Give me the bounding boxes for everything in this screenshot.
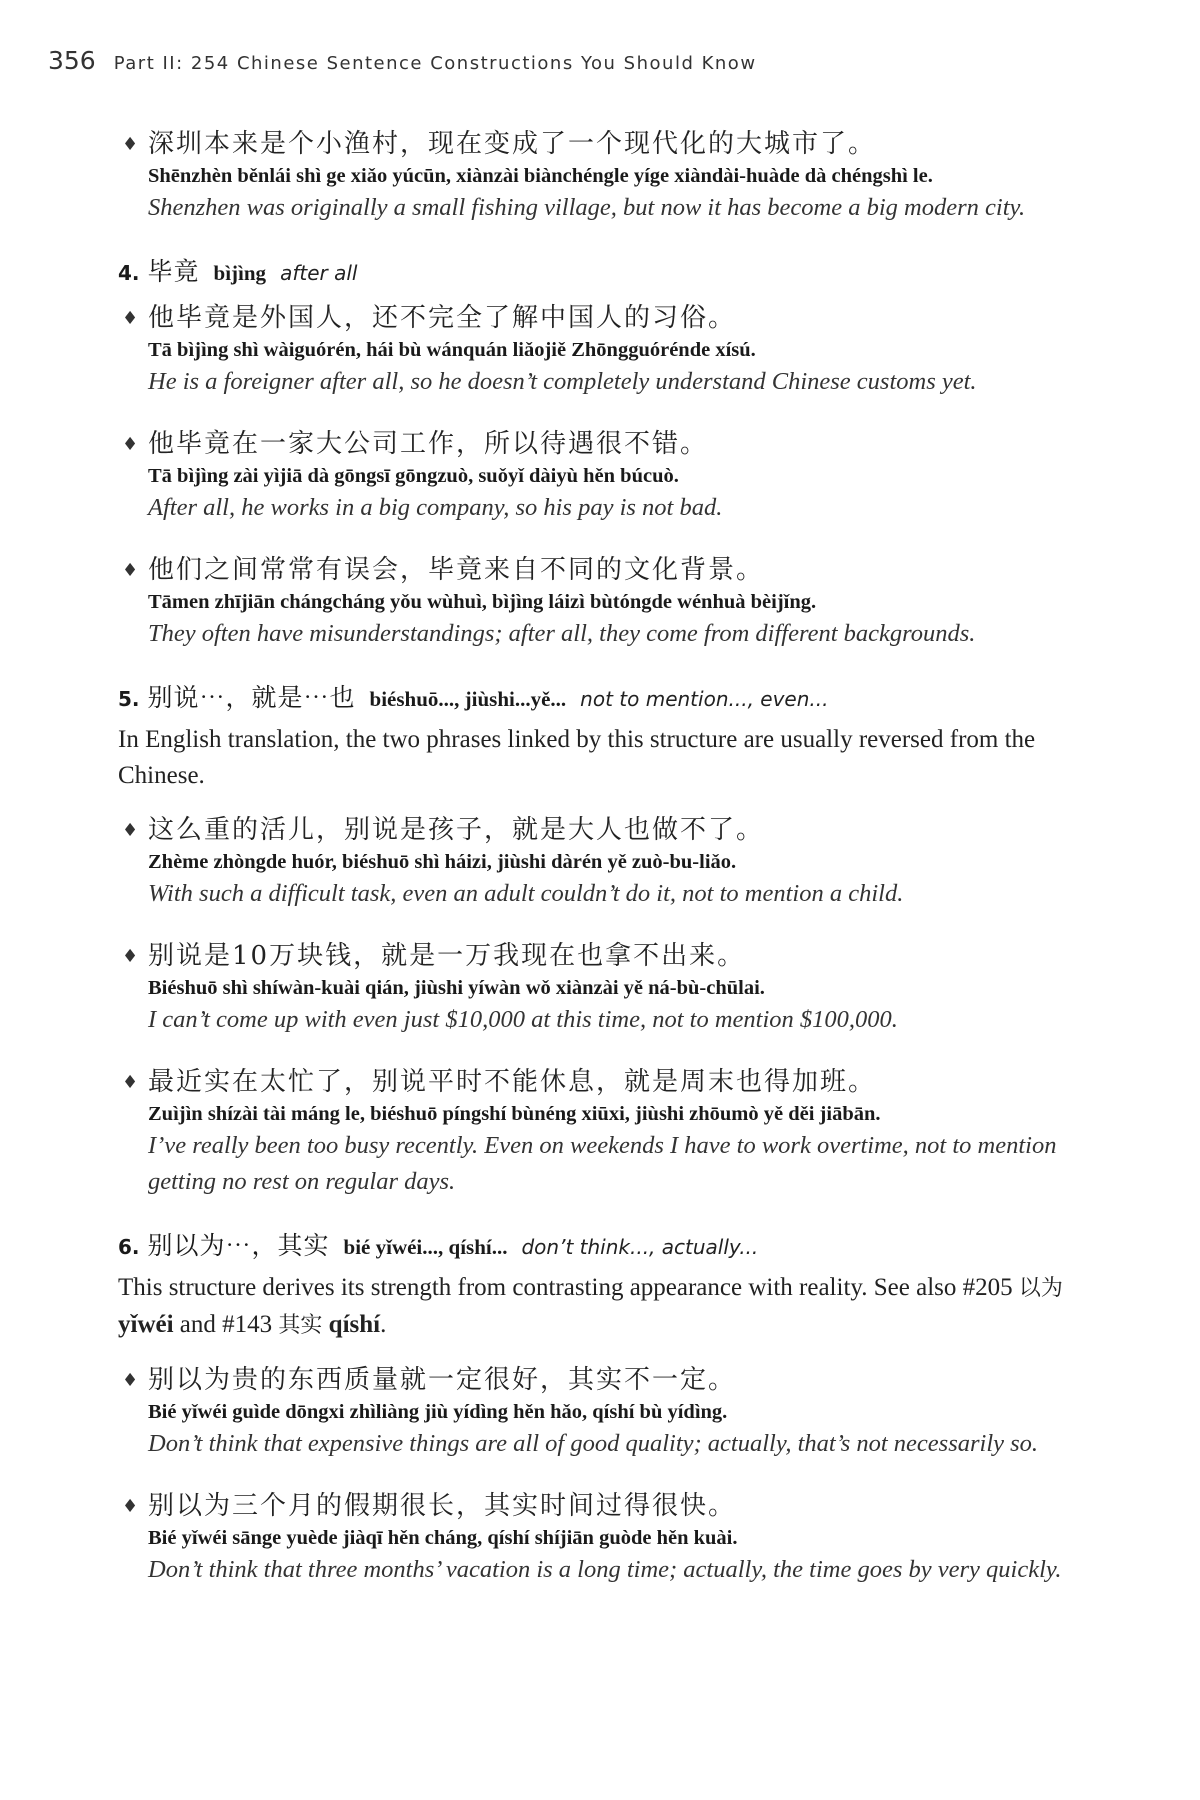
example-item — [122, 300, 1108, 400]
diamond-bullet-icon: ♦ — [122, 134, 139, 155]
example-chinese: 这么重的活儿，别说是孩子，就是大人也做不了。 — [148, 815, 765, 845]
example-item — [122, 426, 1108, 526]
section-note — [118, 1270, 1108, 1344]
section-english: not to mention..., even... — [580, 687, 829, 711]
running-header — [48, 46, 757, 86]
diamond-bullet-icon: ♦ — [122, 434, 139, 455]
example-pinyin: Zhème zhòngde huór, biéshuō shì háizi, jiùshi dàrén yě zuò-bu-liǎo. — [148, 851, 737, 873]
section-number: 5. — [118, 687, 140, 711]
page-content — [118, 126, 1108, 1614]
diamond-bullet-icon: ♦ — [122, 820, 139, 841]
diamond-bullet-icon: ♦ — [122, 1370, 139, 1391]
section-number: 4. — [118, 261, 140, 285]
section-hanzi: 别说⋯，就是⋯也 — [147, 683, 356, 712]
diamond-bullet-icon: ♦ — [122, 308, 139, 329]
running-title: Part II: 254 Chinese Sentence Constructions You Should Know — [113, 53, 757, 74]
example-item — [122, 552, 1108, 652]
section-hanzi: 毕竟 — [147, 257, 200, 286]
example-pinyin: Tā bìjìng zài yìjiā dà gōngsī gōngzuò, suǒyǐ dàiyù hěn búcuò. — [148, 465, 679, 487]
example-item — [122, 938, 1108, 1038]
example-english: They often have misunderstandings; after all, they come from different backgrounds. — [148, 620, 976, 647]
example-chinese: 他毕竟是外国人，还不完全了解中国人的习俗。 — [148, 303, 737, 333]
example-item — [122, 126, 1108, 226]
section-pinyin: biéshuō..., jiùshi...yě... — [369, 687, 567, 711]
note-ref-connector: and #143 — [179, 1311, 273, 1338]
section-heading — [118, 252, 1108, 288]
example-pinyin: Bié yǐwéi sānge yuède jiàqī hěn cháng, qíshí shíjiān guòde hěn kuài. — [148, 1527, 738, 1549]
section-note: In English translation, the two phrases linked by this structure are usually reversed from the Chinese. — [118, 726, 1036, 789]
example-item — [122, 1362, 1108, 1462]
note-end: . — [380, 1311, 387, 1338]
note-ref-pinyin: yǐwéi — [118, 1311, 174, 1338]
example-english: Don’t think that expensive things are all of good quality; actually, that’s not necessarily so. — [148, 1430, 1039, 1457]
section-heading — [118, 1226, 1108, 1262]
example-english: He is a foreigner after all, so he doesn’t completely understand Chinese customs yet. — [148, 368, 977, 395]
diamond-bullet-icon: ♦ — [122, 560, 139, 581]
example-chinese: 他们之间常常有误会，毕竟来自不同的文化背景。 — [148, 555, 765, 585]
section-pinyin: bìjìng — [213, 261, 267, 285]
section-english: after all — [280, 261, 358, 285]
section-pinyin: bié yǐwéi..., qíshí... — [343, 1235, 508, 1259]
section-heading — [118, 678, 1108, 714]
note-text: This structure derives its strength from contrasting appearance with reality. See also #205 — [118, 1274, 1013, 1301]
example-english: After all, he works in a big company, so his pay is not bad. — [148, 494, 723, 521]
example-english: Shenzhen was originally a small fishing village, but now it has become a big modern city. — [148, 194, 1026, 221]
example-pinyin: Tā bìjìng shì wàiguórén, hái bù wánquán liǎojiě Zhōngguórénde xísú. — [148, 339, 756, 361]
example-english: I can’t come up with even just $10,000 at this time, not to mention $100,000. — [148, 1006, 898, 1033]
section-number: 6. — [118, 1235, 140, 1259]
example-item — [122, 812, 1108, 912]
example-english: Don’t think that three months’ vacation is a long time; actually, the time goes by very quickly. — [148, 1556, 1062, 1583]
example-item — [122, 1064, 1108, 1200]
example-chinese: 他毕竟在一家大公司工作，所以待遇很不错。 — [148, 429, 709, 459]
example-english: With such a difficult task, even an adult couldn’t do it, not to mention a child. — [148, 880, 904, 907]
note-ref-pinyin: qíshí — [328, 1311, 381, 1338]
page-number: 356 — [48, 46, 96, 75]
example-pinyin: Shēnzhèn běnlái shì ge xiǎo yúcūn, xiànzài biànchéngle yíge xiàndài-huàde dà chéngshì le. — [148, 165, 933, 187]
example-chinese: 最近实在太忙了，别说平时不能休息，就是周末也得加班。 — [148, 1067, 877, 1097]
diamond-bullet-icon: ♦ — [122, 1072, 139, 1093]
section-hanzi: 别以为⋯，其实 — [147, 1231, 330, 1260]
example-chinese: 别以为贵的东西质量就一定很好，其实不一定。 — [148, 1365, 737, 1395]
example-pinyin: Tāmen zhījiān chángcháng yǒu wùhuì, bìjìng láizì bùtóngde wénhuà bèijǐng. — [148, 591, 817, 613]
note-ref-hanzi: 以为 — [1018, 1276, 1063, 1301]
example-pinyin: Zuìjìn shízài tài máng le, biéshuō píngshí bùnéng xiūxi, jiùshi zhōumò yě děi jiābān. — [148, 1103, 881, 1125]
section-english: don’t think..., actually... — [521, 1235, 759, 1259]
example-chinese: 别以为三个月的假期很长，其实时间过得很快。 — [148, 1491, 737, 1521]
note-ref-hanzi: 其实 — [278, 1313, 323, 1338]
diamond-bullet-icon: ♦ — [122, 1496, 139, 1517]
example-pinyin: Biéshuō shì shíwàn-kuài qián, jiùshi yíwàn wǒ xiànzài yě ná-bù-chūlai. — [148, 977, 765, 999]
example-chinese: 别说是10万块钱，就是一万我现在也拿不出来。 — [148, 941, 746, 971]
example-chinese: 深圳本来是个小渔村，现在变成了一个现代化的大城市了。 — [148, 129, 877, 159]
example-item — [122, 1488, 1108, 1588]
example-pinyin: Bié yǐwéi guìde dōngxi zhìliàng jiù yídìng hěn hǎo, qíshí bù yídìng. — [148, 1401, 728, 1423]
example-english: I’ve really been too busy recently. Even on weekends I have to work overtime, not to mention getting no rest on regular days. — [148, 1132, 1057, 1195]
diamond-bullet-icon: ♦ — [122, 946, 139, 967]
